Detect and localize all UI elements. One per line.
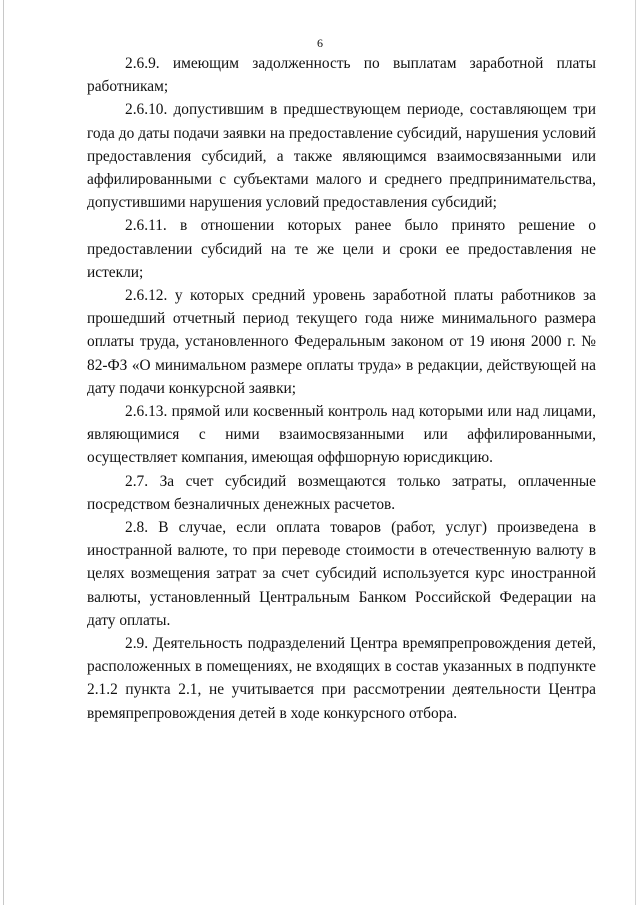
- paragraph-2-6-12: 2.6.12. у которых средний уровень заработной платы работников за прошедший отчетный период текущего года ниже минимального размера оплаты труда, установленного Федеральным законом от 19 июня 2000 г. № 82-ФЗ «О минимальном размере оплаты труда» в редакции, действующей на дату подачи конкурсной заявки;: [87, 287, 596, 397]
- paragraph-2-9: 2.9. Деятельность подразделений Центра времяпрепровождения детей, расположенных в помещениях, не входящих в состав указанных в подпункте 2.1.2 пункта 2.1, не учитывается при рассмотрении деятельности Центра времяпрепровождения детей в ходе конкурсного отбора.: [87, 635, 596, 722]
- scan-edge-right: [635, 0, 636, 905]
- paragraph-2-6-13: 2.6.13. прямой или косвенный контроль над которыми или над лицами, являющимися с ними взаимосвязанными или аффилированными, осуществляет компания, имеющая оффшорную юрисдикцию.: [87, 403, 596, 467]
- scan-edge-left: [3, 0, 4, 905]
- paragraph-2-6-9: 2.6.9. имеющим задолженность по выплатам заработной платы работникам;: [87, 55, 596, 96]
- paragraph-2-8: 2.8. В случае, если оплата товаров (работ, услуг) произведена в иностранной валюте, то при переводе стоимости в отечественную валюту в целях возмещения затрат за счет субсидий используется курс иностранной валюты, установленный Центральным Банком Российской Федерации на дату оплаты.: [87, 519, 596, 629]
- paragraph-2-6-10: 2.6.10. допустившим в предшествующем периоде, составляющем три года до даты подачи заявки на предоставление субсидий, нарушения условий предоставления субсидий, а также являющимся взаимосвязанными или аффилированными с субъектами малого и среднего предпринимательства, допустившими нарушения условий предоставления субсидий;: [87, 101, 596, 212]
- paragraph-2-6-11: 2.6.11. в отношении которых ранее было принято решение о предоставлении субсидий на те же цели и сроки ее предоставления не истекли;: [87, 217, 596, 281]
- document-body: [87, 52, 596, 725]
- paragraph-2-7: 2.7. За счет субсидий возмещаются только затраты, оплаченные посредством безналичных денежных расчетов.: [87, 472, 596, 513]
- page-number: 6: [317, 36, 323, 50]
